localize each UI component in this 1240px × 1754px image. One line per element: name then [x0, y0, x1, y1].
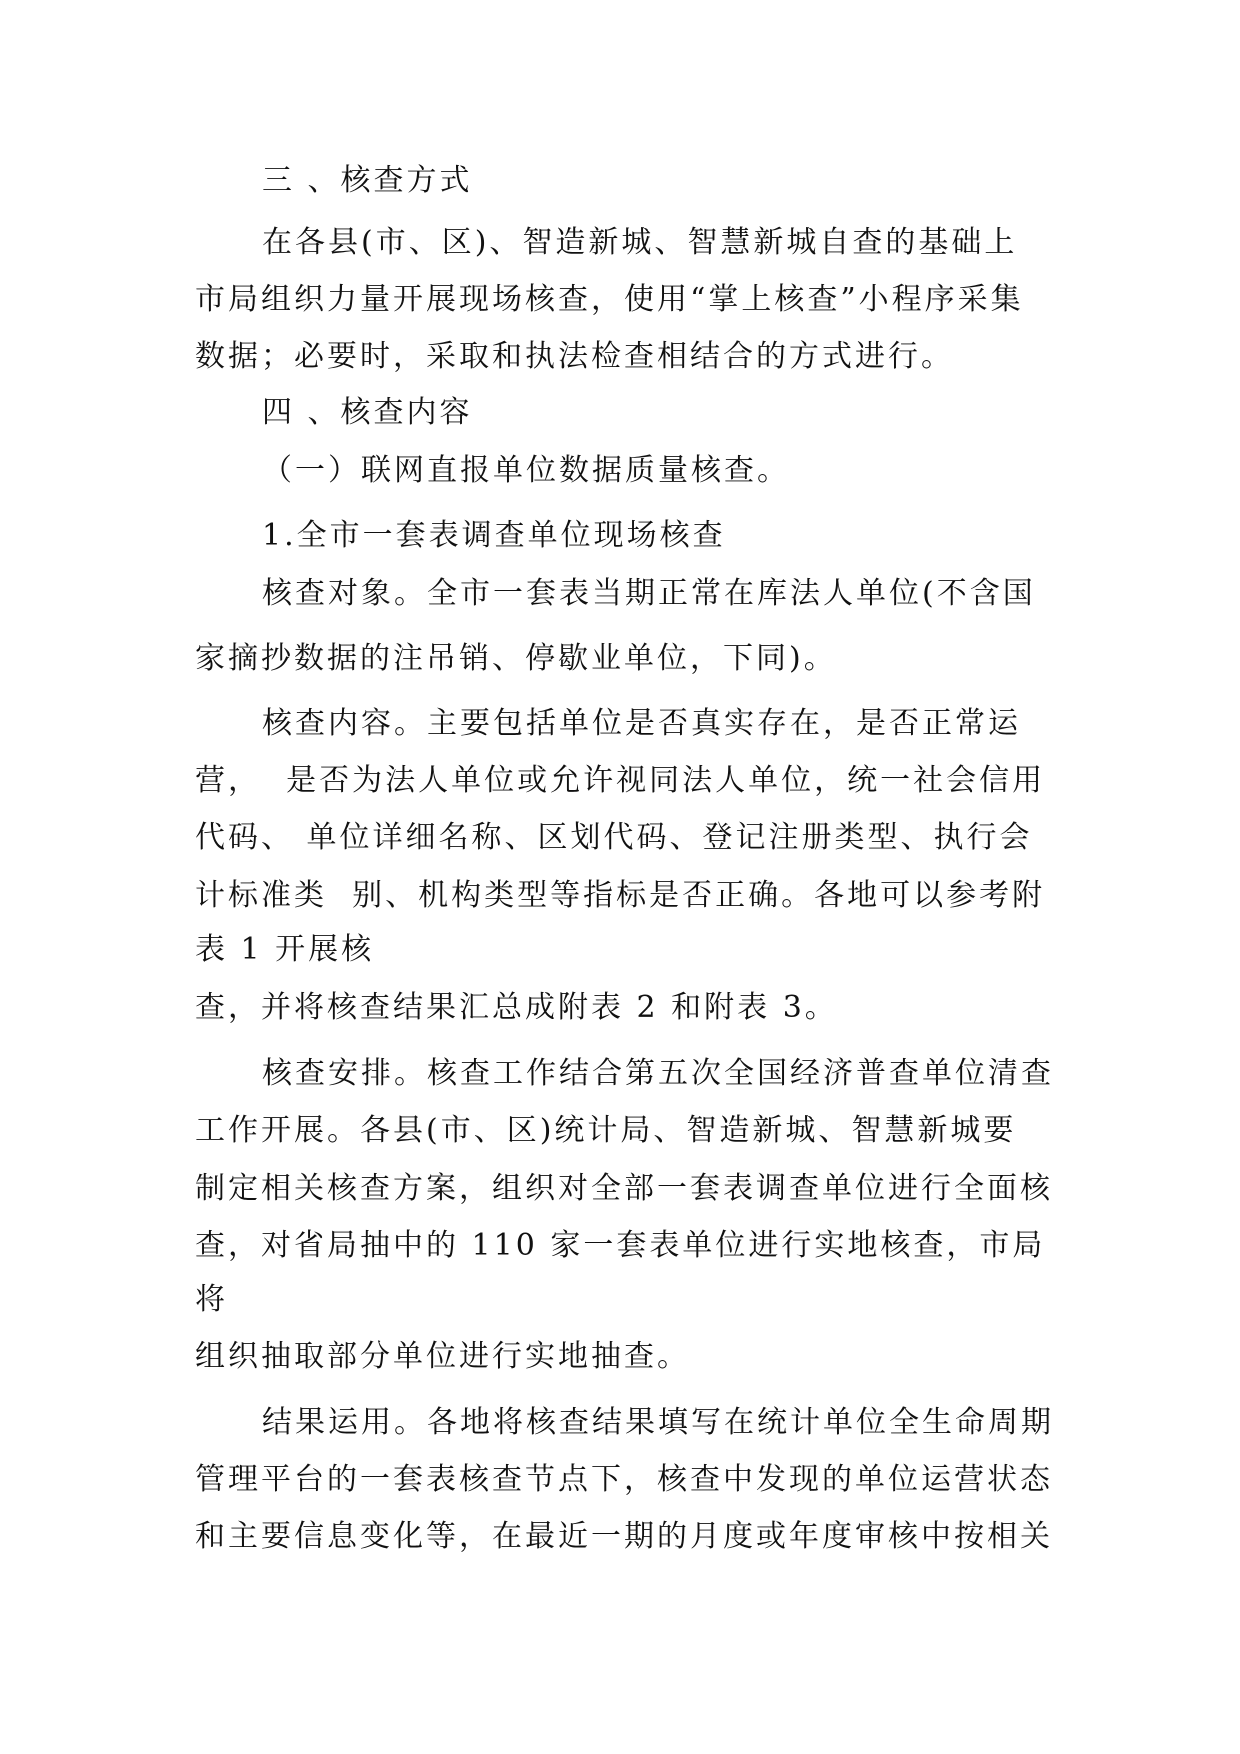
section-heading: 三 、核查方式	[262, 163, 473, 198]
paragraph-line: 结果运用。各地将核查结果填写在统计单位全生命周期	[262, 1405, 1054, 1440]
paragraph-line: 和主要信息变化等，在最近一期的月度或年度审核中按相关	[195, 1519, 1053, 1554]
paragraph-line: 核查安排。核查工作结合第五次全国经济普查单位清查	[262, 1056, 1054, 1091]
paragraph-line: 市局组织力量开展现场核查，使用“掌上核查”小程序采集	[195, 282, 1024, 317]
paragraph-line: 核查内容。主要包括单位是否真实存在，是否正常运	[262, 706, 1021, 741]
paragraph-line: 数据；必要时，采取和执法检查相结合的方式进行。	[195, 339, 954, 374]
paragraph-line: 核查对象。全市一套表当期正常在库法人单位(不含国	[262, 576, 1036, 611]
paragraph-line: 将	[195, 1282, 228, 1317]
item-heading: 1.全市一套表调查单位现场核查	[262, 518, 726, 553]
paragraph-line: 在各县(市、区)、智造新城、智慧新城自查的基础上	[262, 225, 1018, 260]
paragraph-line: 管理平台的一套表核查节点下，核查中发现的单位运营状态	[195, 1462, 1053, 1497]
paragraph-line: 家摘抄数据的注吊销、停歇业单位，下同)。	[195, 641, 837, 676]
paragraph-line: 查，对省局抽中的 110 家一套表单位进行实地核查，市局	[195, 1228, 1046, 1263]
section-heading: 四 、核查内容	[262, 395, 473, 430]
paragraph-line: 营， 是否为法人单位或允许视同法人单位，统一社会信用	[195, 763, 1046, 798]
paragraph-line: 制定相关核查方案，组织对全部一套表调查单位进行全面核	[195, 1171, 1053, 1206]
paragraph-line: 组织抽取部分单位进行实地抽查。	[195, 1339, 690, 1374]
paragraph-line: 计标准类 别、机构类型等指标是否正确。各地可以参考附	[195, 878, 1046, 913]
paragraph-line: 工作开展。各县(市、区)统计局、智造新城、智慧新城要	[195, 1113, 1017, 1148]
paragraph-line: 代码、 单位详细名称、区划代码、登记注册类型、执行会	[195, 820, 1033, 855]
paragraph-line: 表 1 开展核	[195, 932, 375, 967]
subsection-heading: （一）联网直报单位数据质量核查。	[262, 453, 790, 488]
paragraph-line: 查，并将核查结果汇总成附表 2 和附表 3。	[195, 990, 838, 1025]
